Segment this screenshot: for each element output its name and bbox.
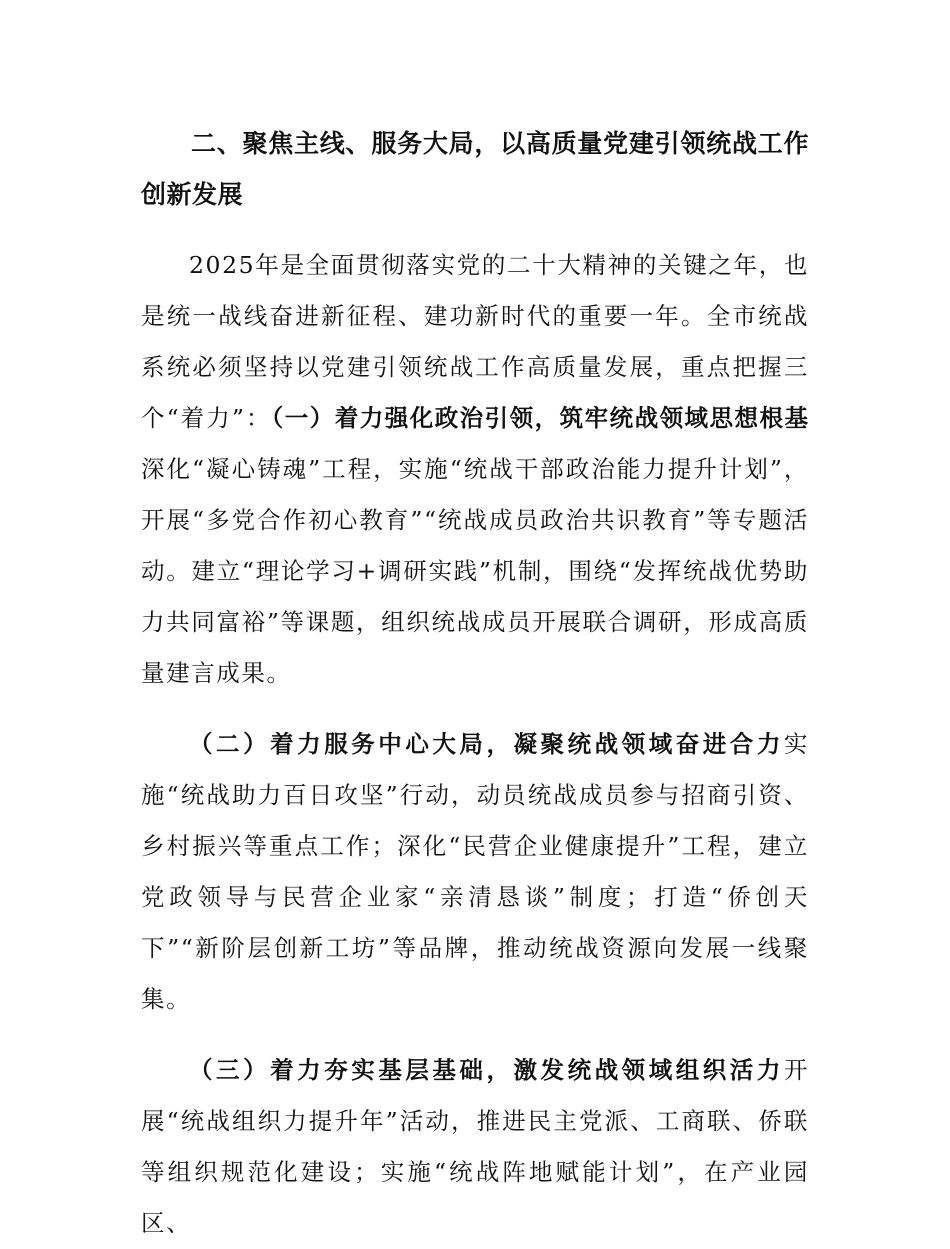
subsection-2-paragraph xyxy=(141,719,809,1025)
section-heading: 二、聚焦主线、服务大局，以高质量党建引领统战工作创新发展 xyxy=(141,129,809,209)
document-body xyxy=(141,118,809,1249)
subsection-3-text: 开展“统战组织力提升年”活动，推进民主党派、工商联、侨联等组织规范化建设；实施“统战阵地赋能计划”，在产业园区、 xyxy=(141,1056,809,1237)
subsection-2-text: 实施“统战助力百日攻坚”行动，动员统战成员参与招商引资、乡村振兴等重点工作；深化“民营企业健康提升”工程，建立党政领导与民营企业家“亲清恳谈”制度；打造“侨创天下”“新阶层创新工坊”等品牌，推动统战资源向发展一线聚集。 xyxy=(141,730,809,1013)
subsection-2-title: （二）着力服务中心大局，凝聚统战领域奋进合力 xyxy=(189,730,784,758)
subsection-3-paragraph xyxy=(141,1045,809,1249)
subsection-1-title: （一）着力强化政治引领，筑牢统战领域思想根基 xyxy=(271,404,809,432)
subsection-1-text: 深化“凝心铸魂”工程，实施“统战干部政治能力提升计划”，开展“多党合作初心教育”“统战成员政治共识教育”等专题活动。建立“理论学习+调研实践”机制，围绕“发挥统战优势助力共同富裕”等课题，组织统战成员开展联合调研，形成高质量建言成果。 xyxy=(141,455,809,687)
intro-paragraph xyxy=(141,240,809,699)
subsection-3-title: （三）着力夯实基层基础，激发统战领域组织活力 xyxy=(189,1056,784,1084)
intro-text: 2025年是全面贯彻落实党的二十大精神的关键之年，也是统一战线奋进新征程、建功新时代的重要一年。全市统战系统必须坚持以党建引领统战工作高质量发展，重点把握三个“着力”： xyxy=(141,251,809,432)
